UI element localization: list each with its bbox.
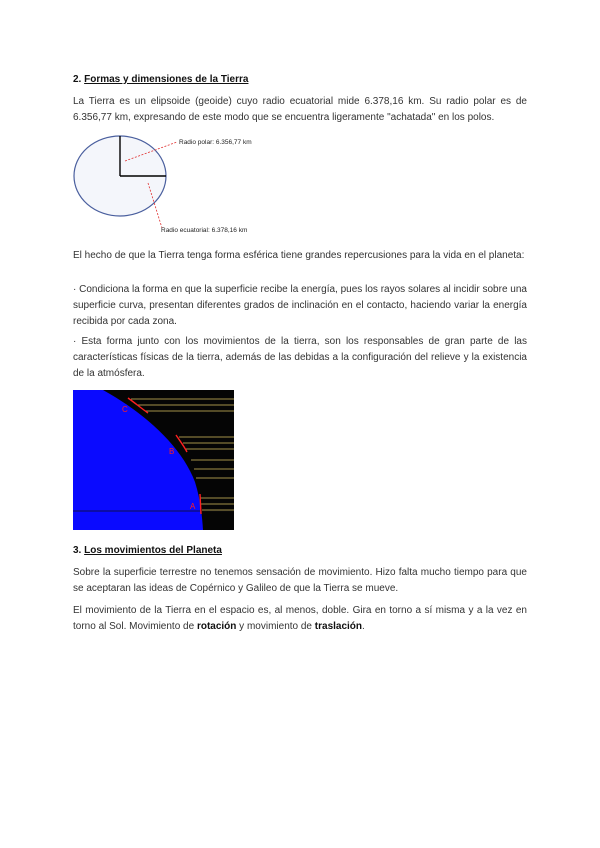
paragraph-energy: · Condiciona la forma en que la superficie recibe la energía, pues los rayos solares al incidir sobre una superficie curva, presentan diferentes grados de inclinación en el contacto, haciendo variar la energía recibida por cada zona. [73,284,527,327]
section-title: Formas y dimensiones de la Tierra [84,74,249,85]
paragraph-characteristics: · Esta forma junto con los movimientos de la tierra, son los responsables de gran parte de las características físicas de la tierra, además de las debidas a la configuración del relieve y la existencia de la atmósfera. [73,336,527,379]
translation-term: traslación [314,621,363,632]
paragraph-no-motion: Sobre la superficie terrestre no tenemos sensación de movimiento. Hizo falta mucho tiempo para que se aceptaran las ideas de Copérnico y Galileo de que la Tierra se mueve. [73,567,527,594]
section-number: 2. [73,74,82,85]
section-3-heading [73,545,222,556]
rotation-term: rotación [196,621,237,632]
motion-text-mid: y movimiento de [236,621,315,632]
solar-rays-figure [73,390,234,530]
motion-text-start: El movimiento de la Tierra en el espacio es, al menos, doble. Gira en torno a sí misma y a la vez en torno al Sol. Movimiento de [73,605,527,632]
equatorial-radius-label: Radio ecuatorial: 6.378,16 km [161,227,248,234]
earth-radius-diagram [73,133,303,235]
section-title: Los movimientos del Planeta [84,545,222,556]
section-number: 3. [73,545,82,556]
polar-radius-label: Radio polar: 6.356,77 km [179,139,252,146]
paragraph-double-motion [73,603,527,635]
section-2-heading [73,74,248,85]
mark-a [200,494,201,514]
label-b: B [169,447,175,456]
label-a: A [190,502,196,511]
paragraph-repercussions: El hecho de que la Tierra tenga forma esférica tiene grandes repercusiones para la vida en el planeta: [73,250,525,261]
motion-text-end: . [362,621,365,632]
label-c: C [122,405,128,414]
paragraph-earth-shape: La Tierra es un elipsoide (geoide) cuyo radio ecuatorial mide 6.378,16 km. Su radio polar es de 6.356,77 km, expresando de este modo que se encuentra ligeramente "achatada" en los polos. [73,96,527,123]
